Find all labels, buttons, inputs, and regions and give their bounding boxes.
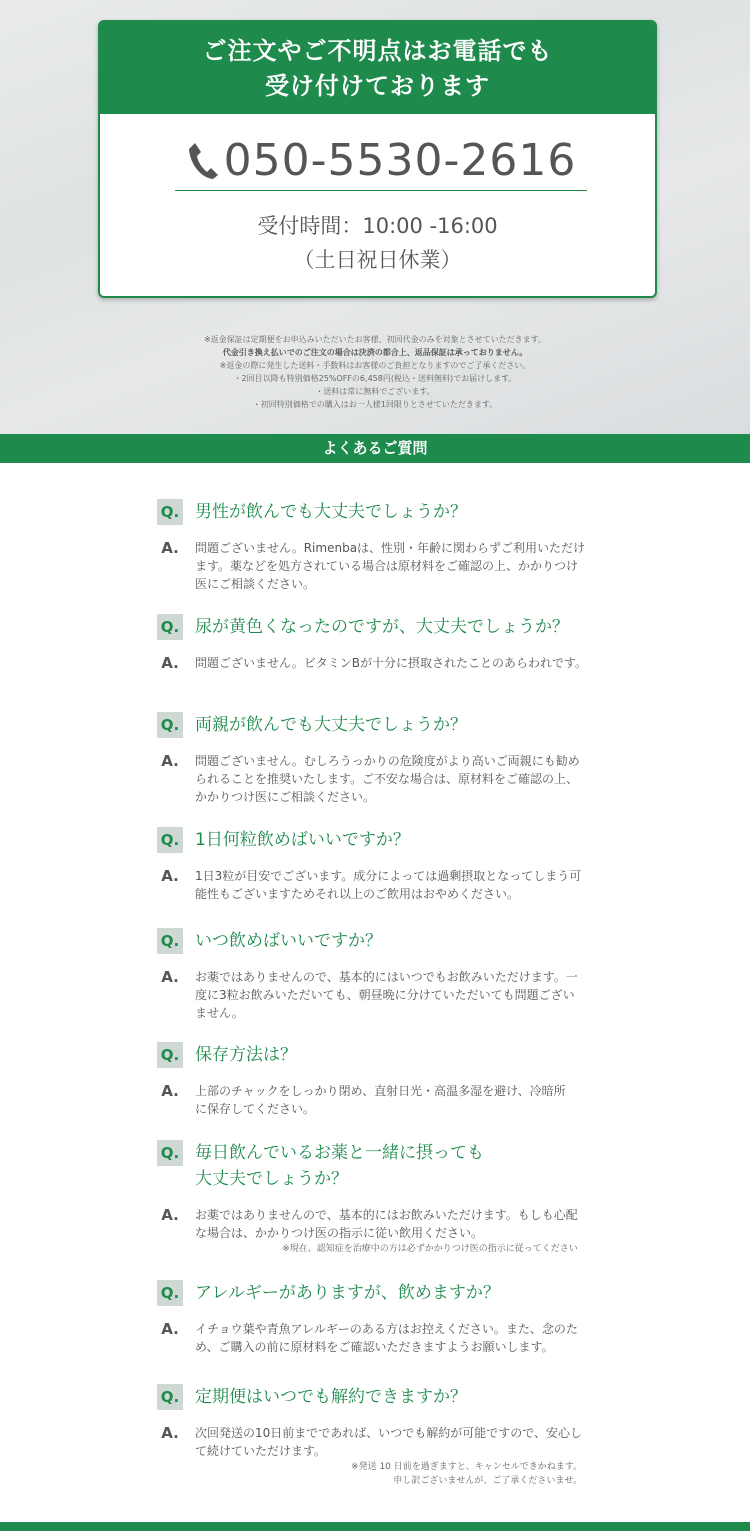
answer-label: A. [161,968,179,986]
faq-question-line: 定期便はいつでも解約できますか？ [195,1387,467,1407]
faq-question-line: いつ飲めばいいですか？ [195,931,382,951]
faq-answer-note: ※現在、認知症を治療中の方は必ずかかりつけ医の指示に従ってください [282,1244,578,1254]
faq-answer-row [157,539,617,593]
faq-question [195,1384,467,1410]
note-line: 代金引き換え払いでのご注文の場合は決済の都合上、返品保証は承っておりません。 [222,348,528,357]
faq-answer-line: 次回発送の10日前までであれば、いつでも解約が可能ですので、安心し [195,1426,583,1440]
note-line: ※返金の際に発生した送料・手数料はお客様のご負担となりますのでご了承ください。 [219,361,531,370]
faq-question [195,1280,500,1306]
phone-contact-card [98,20,657,298]
answer-label: A. [161,1206,179,1224]
contact-section [0,0,750,434]
faq-question-line: アレルギーがありますが、飲めますか？ [195,1283,500,1303]
faq-answer [195,1424,582,1488]
faq-item [157,1140,617,1256]
faq-answer-line: 1日3粒が目安でございます。成分によっては過剰摂取となってしまう可 [195,869,582,883]
faq-answer-row [157,654,617,672]
faq-question [195,1140,484,1192]
question-badge: Q. [157,614,183,640]
faq-answer-row [157,1082,617,1118]
faq-answer-note: 申し訳ございませんが、ご了承くださいませ。 [393,1476,583,1486]
faq-question [195,712,467,738]
faq-answer [195,1206,578,1256]
phone-icon [186,140,220,180]
faq-answer [195,968,578,1022]
faq-answer-row [157,1424,617,1488]
faq-answer [195,752,580,806]
phone-number[interactable]: 050-5530-2616 [223,134,577,186]
faq-answer-line: ます。薬などを処方されている場合は原材料をご確認の上、かかりつけ [195,559,579,573]
question-badge: Q. [157,928,183,954]
faq-question-line: 1日何粒飲めばいいですか？ [195,830,410,850]
faq-answer-row [157,968,617,1022]
answer-label: A. [161,539,179,557]
faq-answer-line: な場合は、かかりつけ医の指示に従い飲用ください。 [195,1226,484,1240]
answer-label: A. [161,1320,179,1338]
faq-question-row [157,712,617,738]
contact-heading-line2: 受け付けております [265,72,490,100]
faq-answer-line: かかりつけ医にご相談ください。 [195,790,376,804]
faq-answer-line: て続けていただけます。 [195,1444,327,1458]
contact-heading-line1: ご注文やご不明点はお電話でも [202,37,553,65]
question-badge: Q. [157,1042,183,1068]
faq-answer-line: イチョウ葉や青魚アレルギーのある方はお控えください。また、念のた [195,1322,578,1336]
faq-answer-line: 上部のチャックをしっかり閉め、直射日光・高温多湿を避け、冷暗所 [195,1084,566,1098]
faq-item [157,1042,617,1118]
question-badge: Q. [157,1384,183,1410]
business-hours-time: 受付時間：10:00 -16:00 [257,214,498,238]
faq-question [195,827,410,853]
faq-answer [195,1320,578,1356]
answer-label: A. [161,867,179,885]
faq-item [157,928,617,1022]
faq-answer [195,654,587,672]
faq-answer-line: お薬ではありませんので、基本的にはお飲みいただけます。もしも心配 [195,1208,578,1222]
faq-question-row [157,1140,617,1192]
faq-answer-line: 医にご相談ください。 [195,577,316,591]
faq-answer-note: ※発送 10 日前を過ぎますと、キャンセルできかねます。 [351,1462,583,1472]
faq-answer-line: 度に3粒お飲みいただいても、朝昼晩に分けていただいても問題ござい [195,988,575,1002]
note-line: ・2回目以降も特別価格25%OFFの6,458円(税込・送料無料)でお届けします。 [233,374,517,383]
faq-question-row [157,928,617,954]
faq-question-row [157,1280,617,1306]
faq-question-line: 両親が飲んでも大丈夫でしょうか？ [195,715,467,735]
faq-answer-line: お薬ではありませんので、基本的にはいつでもお飲みいただけます。一 [195,970,578,984]
question-badge: Q. [157,499,183,525]
faq-question [195,928,382,954]
bottom-band [0,1522,750,1531]
phone-number-row[interactable] [175,130,587,191]
faq-question-line: 保存方法は？ [195,1045,297,1065]
faq-item [157,614,617,672]
faq-answer-row [157,1206,617,1256]
faq-question-line: 大丈夫でしょうか？ [195,1169,348,1189]
answer-label: A. [161,752,179,770]
faq-question-line: 尿が黄色くなったのですが、大丈夫でしょうか？ [195,617,569,637]
answer-label: A. [161,1082,179,1100]
faq-answer-row [157,867,617,903]
faq-answer-line: 問題ございません。むしろうっかりの危険度がより高いご両親にも勧め [195,754,580,768]
faq-answer-line: られることを推奨いたします。ご不安な場合は、原材料をご確認の上、 [195,772,579,786]
faq-answer [195,867,581,903]
question-badge: Q. [157,712,183,738]
business-hours-closed: （土日祝日休業） [293,248,462,272]
note-line: ・初回特別価格での購入はお一人様1回限りとさせていただきます。 [252,400,498,409]
faq-item [157,1280,617,1356]
note-line: ・送料は常に無料でございます。 [315,387,435,396]
faq-answer-line: ません。 [195,1006,244,1020]
faq-item [157,827,617,903]
question-badge: Q. [157,827,183,853]
faq-section-title: よくあるご質問 [0,434,750,463]
faq-answer [195,1082,566,1118]
faq-answer-row [157,1320,617,1356]
guarantee-notes [0,333,750,411]
faq-question-line: 毎日飲んでいるお薬と一緒に摂っても [195,1143,484,1163]
faq-question-line: 男性が飲んでも大丈夫でしょうか？ [195,502,467,522]
question-badge: Q. [157,1280,183,1306]
faq-question [195,1042,297,1068]
contact-heading [100,22,655,114]
answer-label: A. [161,654,179,672]
answer-label: A. [161,1424,179,1442]
faq-question [195,499,467,525]
faq-answer-line: に保存してください。 [195,1102,316,1116]
faq-answer [195,539,585,593]
note-line: ※返金保証は定期便をお申込みいただいたお客様、初回代金のみを対象とさせていただきます。 [203,335,547,344]
faq-item [157,712,617,806]
faq-answer-line: 問題ございません。Rimenbaは、性別・年齢に関わらずご利用いただけ [195,541,586,555]
question-badge: Q. [157,1140,183,1166]
faq-question-row [157,827,617,853]
business-hours [100,209,655,277]
faq-question-row [157,614,617,640]
faq-answer-line: め、ご購入の前に原材料をご確認いただきますようお願いします。 [195,1340,554,1354]
faq-question-row [157,1384,617,1410]
faq-answer-line: 問題ございません。ビタミンBが十分に摂取されたことのあらわれです。 [195,656,587,670]
faq-question [195,614,569,640]
faq-item [157,499,617,593]
faq-question-row [157,499,617,525]
faq-item [157,1384,617,1488]
faq-question-row [157,1042,617,1068]
faq-answer-line: 能性もございますためそれ以上のご飲用はおやめください。 [195,887,520,901]
faq-answer-row [157,752,617,806]
